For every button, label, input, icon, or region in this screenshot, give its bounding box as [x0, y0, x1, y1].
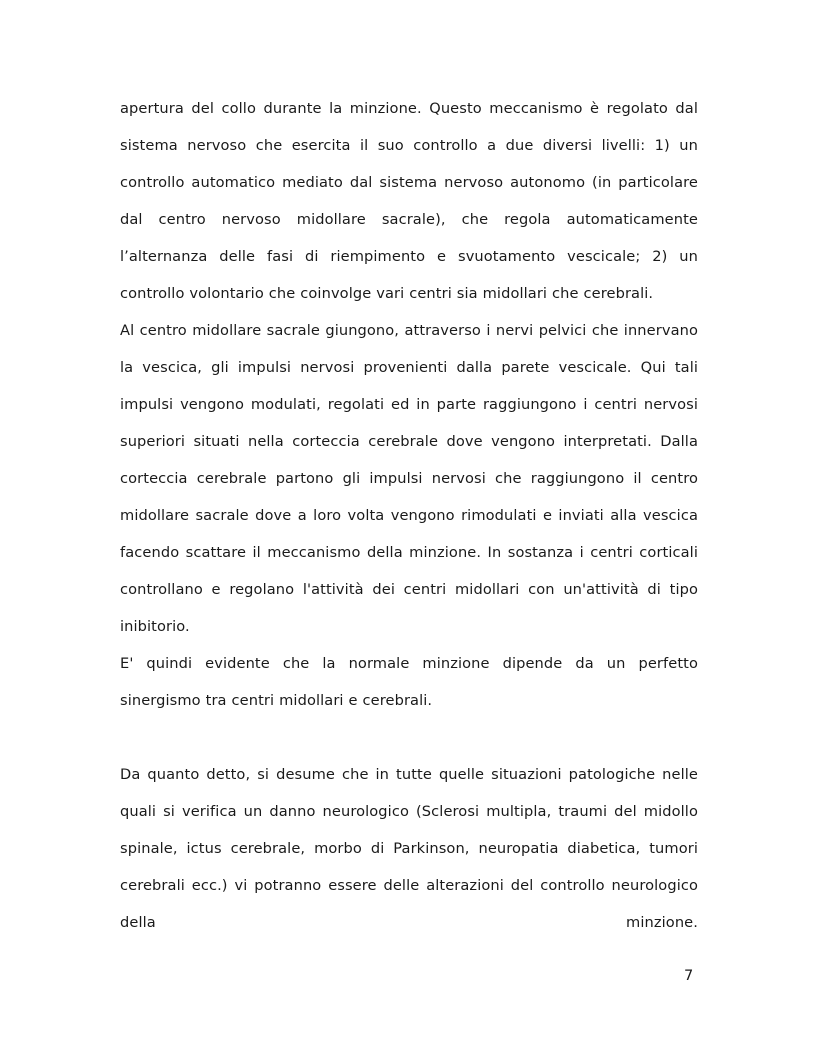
body-paragraph-1: apertura del collo durante la minzione. Questo meccanismo è regolato dal sistema nervoso che esercita il suo controllo a due diversi livelli: 1) un controllo automatico mediato dal sistema nervoso autonomo (in particolare dal centro nervoso midollare sacrale), che regola automaticamente l’alternanza delle fasi di riempimento e svuotamento vescicale; 2) un controllo volontario che coinvolge vari centri sia midollari che cerebrali. — [120, 100, 698, 302]
page-number: 7 — [684, 967, 694, 984]
body-paragraph-4: Da quanto detto, si desume che in tutte quelle situazioni patologiche nelle quali si verifica un danno neurologico (Sclerosi multipla, traumi del midollo spinale, ictus cerebrale, morbo di Parkinson, neuropatia diabetica, tumori cerebrali ecc.) vi potranno essere delle alterazioni del controllo neurologico della minzione. — [120, 766, 698, 931]
body-paragraph-2: Al centro midollare sacrale giungono, attraverso i nervi pelvici che innervano la vescica, gli impulsi nervosi provenienti dalla parete vescicale. Qui tali impulsi vengono modulati, regolati ed in parte raggiungono i centri nervosi superiori situati nella corteccia cerebrale dove vengono interpretati. Dalla corteccia cerebrale partono gli impulsi nervosi che raggiungono il centro midollare sacrale dove a loro volta vengono rimodulati e inviati alla vescica facendo scattare il meccanismo della minzione. In sostanza i centri corticali controllano e regolano l'attività dei centri midollari con un'attività di tipo inibitorio. — [120, 322, 698, 635]
paragraph-spacer — [120, 719, 698, 756]
body-text-column — [120, 90, 698, 978]
body-paragraph-3: E' quindi evidente che la normale minzione dipende da un perfetto sinergismo tra centri midollari e cerebrali. — [120, 655, 698, 709]
